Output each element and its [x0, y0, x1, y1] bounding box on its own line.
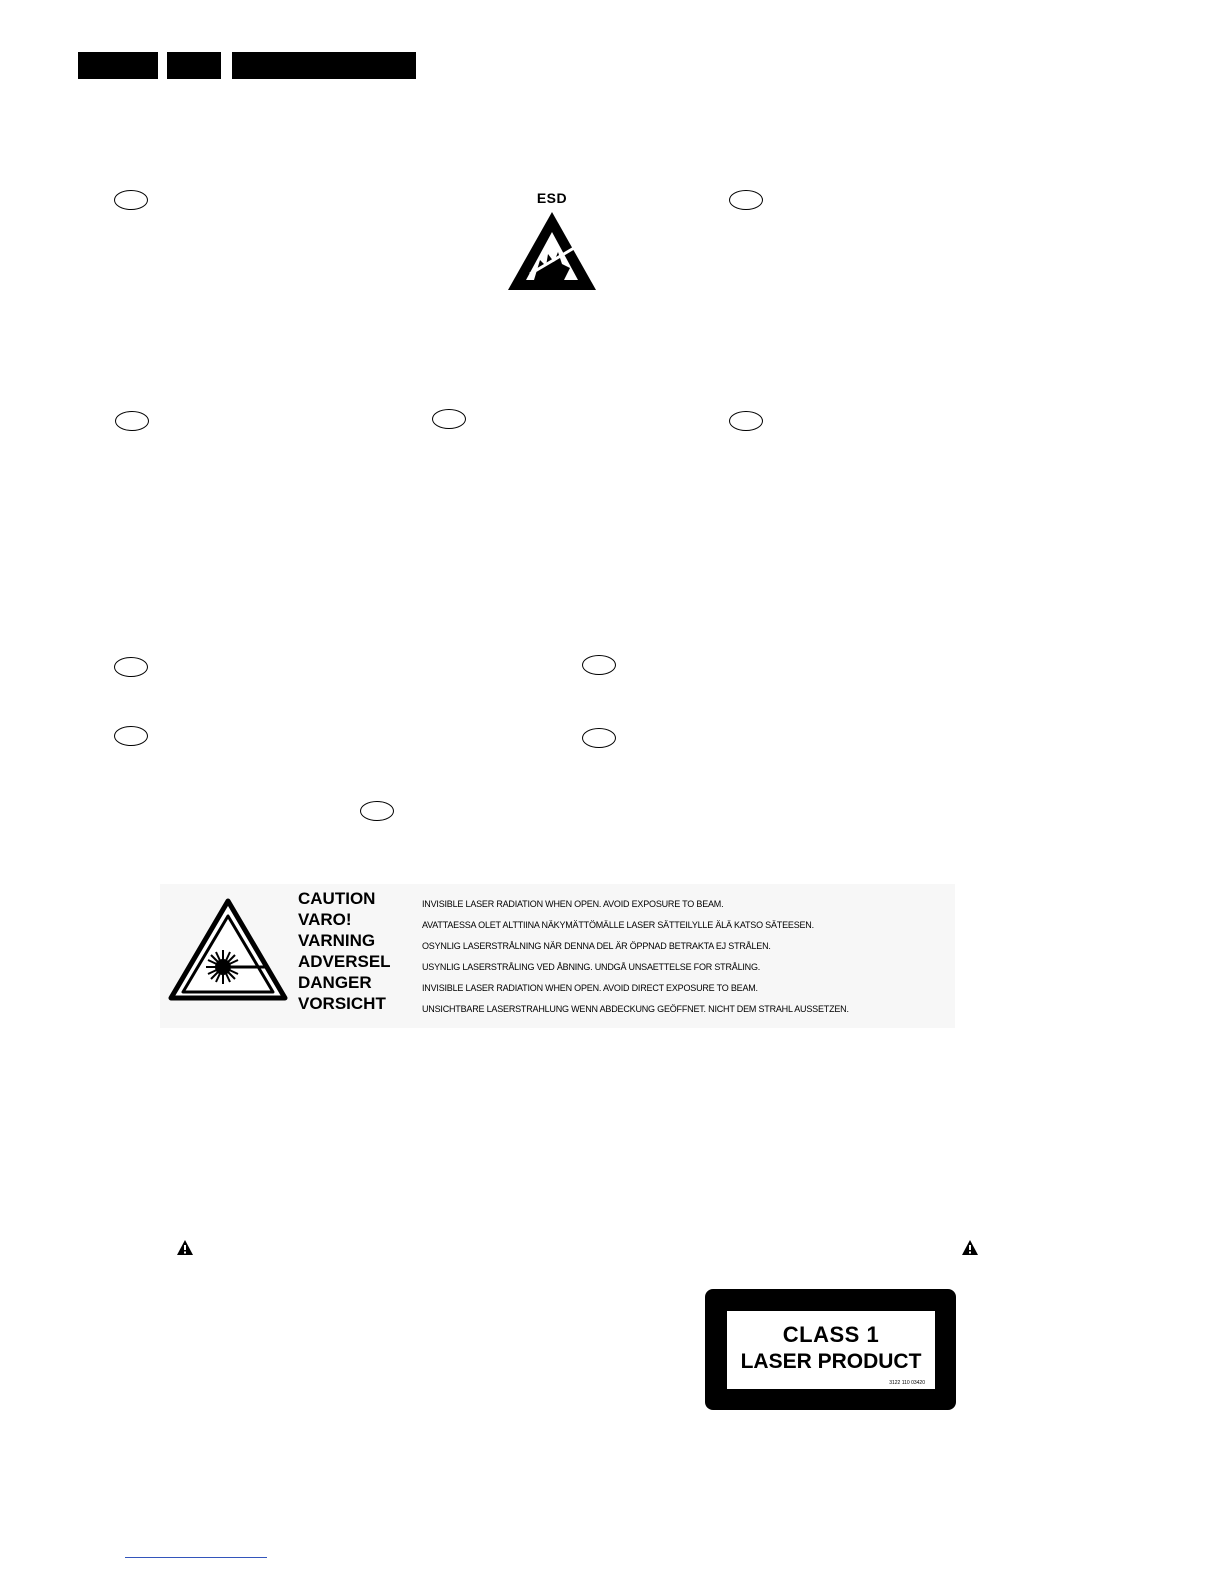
laser-warning-label [160, 884, 955, 1028]
esd-symbol [504, 190, 600, 296]
language-oval-4 [432, 409, 466, 429]
language-oval-10 [360, 801, 394, 821]
class-label-code: 3122 110 03420 [889, 1380, 925, 1386]
language-oval-1 [114, 190, 148, 210]
warning-text: INVISIBLE LASER RADIATION WHEN OPEN. AVOID DIRECT EXPOSURE TO BEAM. [422, 983, 758, 993]
esd-label: ESD [536, 190, 568, 206]
warning-word: ADVERSEL [298, 952, 391, 971]
esd-hand-icon [504, 208, 600, 294]
header-block-3 [232, 52, 416, 79]
warning-text: UNSICHTBARE LASERSTRAHLUNG WENN ABDECKUNG GEÖFFNET. NICHT DEM STRAHL AUSSETZEN. [422, 1004, 849, 1014]
header-block-2 [167, 52, 221, 79]
class-label-line1: CLASS 1 [782, 1322, 880, 1347]
warning-word: CAUTION [298, 889, 376, 908]
warning-text: USYNLIG LASERSTRÅLING VED ÅBNING. UNDGÅ UNSAETTELSE FOR STRÅLING. [422, 962, 761, 972]
warning-word: DANGER [298, 973, 372, 992]
class-label-inner [727, 1311, 935, 1389]
language-oval-6 [114, 657, 148, 677]
warning-word: VORSICHT [298, 994, 386, 1013]
warning-text: INVISIBLE LASER RADIATION WHEN OPEN. AVOID EXPOSURE TO BEAM. [422, 899, 724, 909]
warning-text: AVATTAESSA OLET ALTTIINA NÄKYMÄTTÖMÄLLE LASER SÄTTEILYLLE ÄLÄ KATSO SÄTEESEN. [422, 920, 814, 930]
class-1-laser-label [705, 1289, 956, 1410]
class-label-line2: LASER PRODUCT [740, 1350, 922, 1373]
warning-word: VARO! [298, 910, 352, 929]
language-oval-2 [729, 190, 763, 210]
warning-word: VARNING [298, 931, 376, 950]
language-oval-9 [582, 728, 616, 748]
warning-text: OSYNLIG LASERSTRÅLNING NÄR DENNA DEL ÄR ÖPPNAD BETRAKTA EJ STRÅLEN. [422, 941, 771, 951]
laser-hazard-icon [168, 898, 288, 1002]
language-oval-7 [582, 655, 616, 675]
language-oval-3 [115, 411, 149, 431]
header-block-1 [78, 52, 158, 79]
warning-texts [422, 894, 849, 1020]
language-oval-8 [114, 726, 148, 746]
language-oval-5 [729, 411, 763, 431]
warning-words [298, 888, 391, 1014]
footer-link-underline[interactable] [125, 1557, 267, 1558]
warning-triangle-icon [962, 1240, 978, 1255]
warning-triangle-icon [177, 1240, 193, 1255]
